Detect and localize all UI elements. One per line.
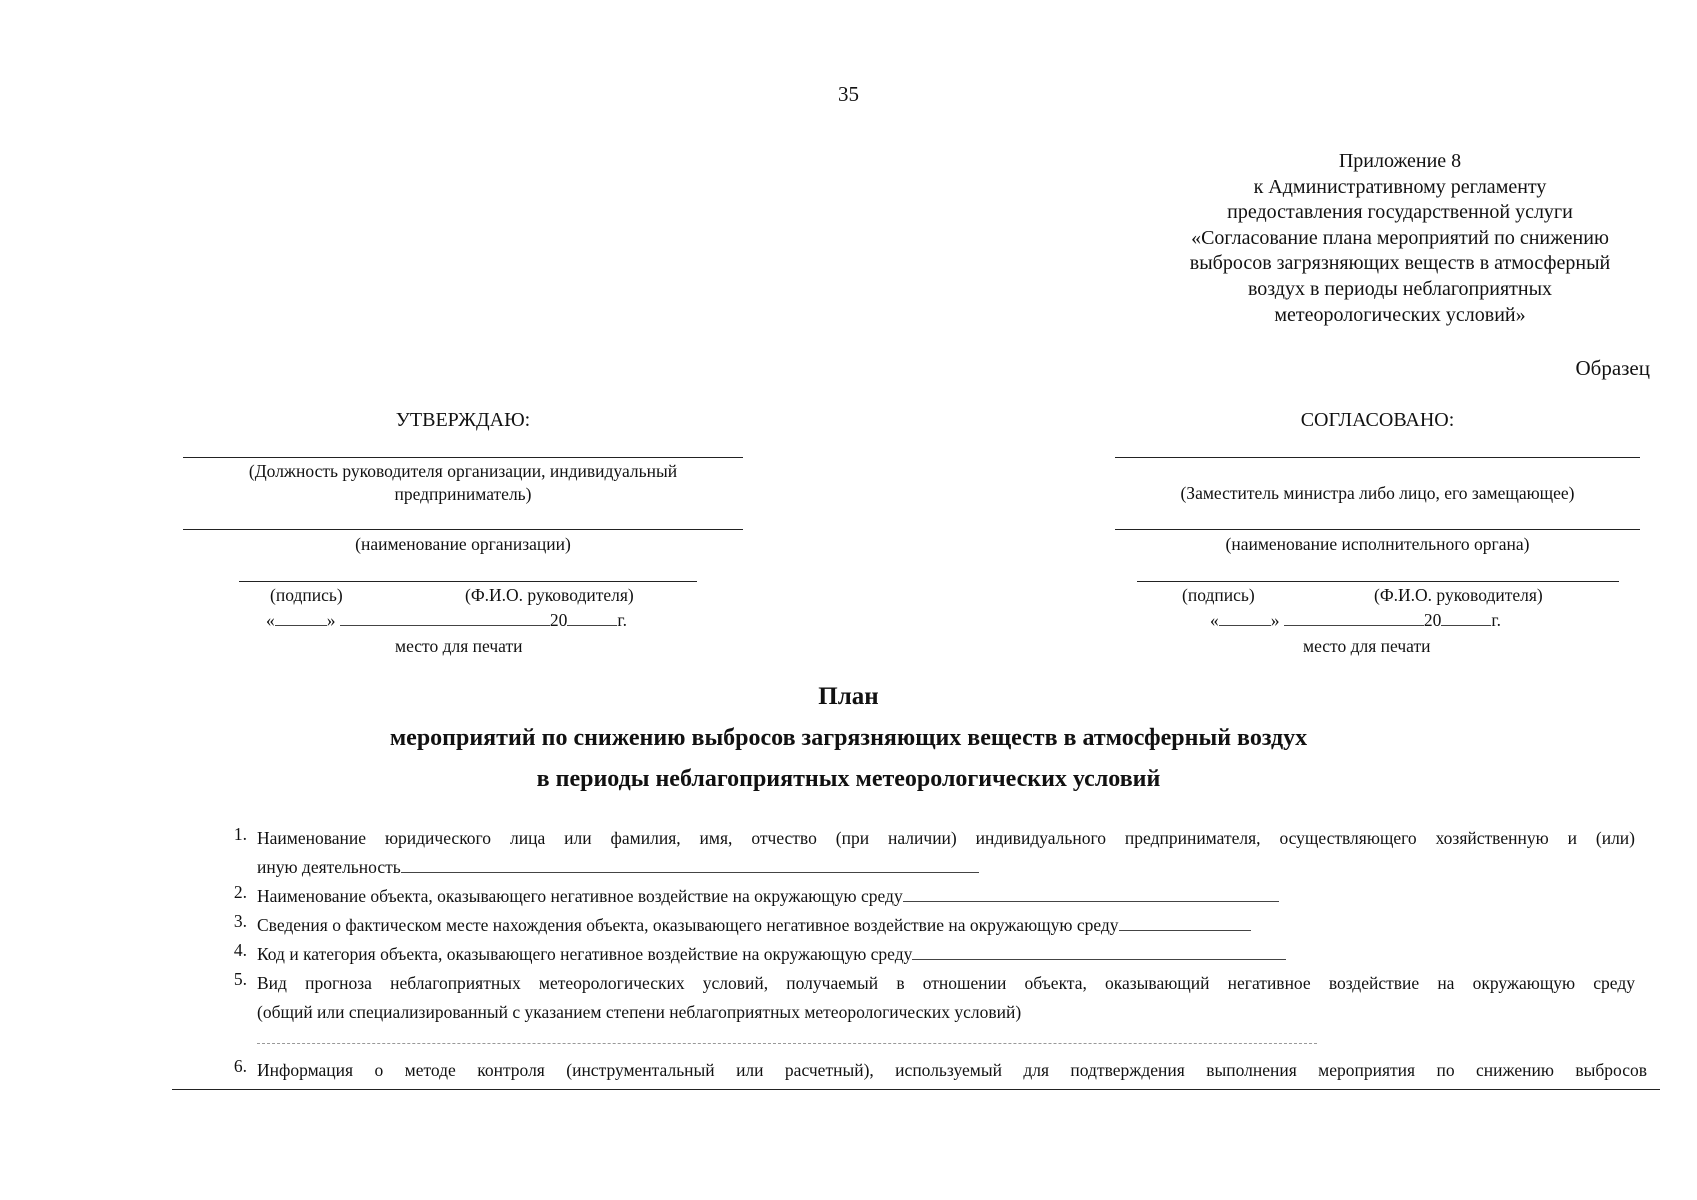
list-item-text: Сведения о фактическом месте нахождения объекта, оказывающего негативное воздействие на окружающую среду: [257, 915, 1119, 935]
list-item-number: 1.: [233, 824, 247, 844]
sample-label: Образец: [1575, 356, 1650, 380]
list-item-number: 5.: [233, 969, 247, 989]
year-prefix: 20: [549, 610, 568, 630]
fill-line: [903, 887, 1279, 902]
approve-position-caption-line: предприниматель): [394, 484, 532, 504]
fill-line: [257, 1043, 1317, 1044]
agree-fio-caption: (Ф.И.О. руководителя): [1374, 585, 1543, 605]
year-suffix: г.: [1491, 610, 1501, 630]
approve-heading: УТВЕРЖДАЮ:: [395, 409, 531, 431]
agree-date-line: [1210, 609, 1501, 632]
approve-position-caption-line: (Должность руководителя организации, индивидуальный: [248, 461, 678, 481]
list-item-number: 4.: [233, 940, 247, 960]
list-item-number: 2.: [233, 882, 247, 902]
approve-position-caption: [183, 460, 743, 506]
list-item-continuation: [257, 853, 1635, 882]
date-open-quote: «: [1210, 610, 1219, 630]
approve-position-line: [183, 457, 743, 458]
year-suffix: г.: [617, 610, 627, 630]
appendix-line: к Административному регламенту: [1253, 175, 1547, 198]
day-blank: [275, 611, 327, 626]
approve-org-caption: (наименование организации): [355, 534, 571, 554]
approve-signature-caption: (подпись): [270, 585, 343, 605]
year-blank: [567, 611, 617, 626]
year-prefix: 20: [1423, 610, 1442, 630]
date-close-quote: »: [326, 610, 336, 630]
approve-date-line: [266, 609, 627, 632]
approve-signature-line: [239, 581, 697, 582]
date-close-quote: »: [1270, 610, 1280, 630]
list-item-text: Информация о методе контроля (инструментальный или расчетный), используемый для подтверждения выполнения мероприятия по снижению выбросов: [257, 1060, 1647, 1080]
plan-subtitle-line-2: в периоды неблагоприятных метеорологических условий: [536, 766, 1161, 792]
page-bottom-rule: [172, 1089, 1660, 1090]
appendix-line: метеорологических условий»: [1274, 303, 1526, 326]
month-blank: [340, 611, 550, 626]
agree-stamp-place: место для печати: [1303, 636, 1431, 656]
agree-org-line: [1115, 529, 1640, 530]
approve-fio-caption: (Ф.И.О. руководителя): [465, 585, 634, 605]
appendix-line: выбросов загрязняющих веществ в атмосферный: [1189, 252, 1611, 275]
page-number: 35: [838, 82, 859, 106]
agree-signature-line: [1137, 581, 1619, 582]
list-item-text: Наименование объекта, оказывающего негативное воздействие на окружающую среду: [257, 886, 903, 906]
appendix-header: [1140, 149, 1660, 328]
list-item-text: Код и категория объекта, оказывающего негативное воздействие на окружающую среду: [257, 944, 913, 964]
appendix-line: Приложение 8: [1338, 150, 1462, 172]
list-item-text: иную деятельность: [257, 857, 401, 877]
approve-org-line: [183, 529, 743, 530]
agree-heading: СОГЛАСОВАНО:: [1300, 409, 1455, 431]
plan-subtitle-line-1: мероприятий по снижению выбросов загрязняющих веществ в атмосферный воздух: [389, 725, 1308, 751]
list-item-continuation: (общий или специализированный с указанием степени неблагоприятных метеорологических условий): [257, 1002, 1022, 1022]
agree-position-line: [1115, 457, 1640, 458]
month-blank: [1284, 611, 1424, 626]
year-blank: [1441, 611, 1491, 626]
fill-line: [1119, 916, 1251, 931]
list-item-number: 3.: [233, 911, 247, 931]
agree-position-caption: (Заместитель министра либо лицо, его замещающее): [1180, 483, 1575, 503]
plan-title: План: [818, 683, 879, 710]
date-open-quote: «: [266, 610, 275, 630]
list-item-number: 6.: [233, 1056, 247, 1076]
day-blank: [1219, 611, 1271, 626]
appendix-line: предоставления государственной услуги: [1227, 201, 1573, 224]
agree-signature-caption: (подпись): [1182, 585, 1255, 605]
list-item-text: Вид прогноза неблагоприятных метеорологических условий, получаемый в отношении объекта, оказывающий негативное воздействие на окружающую среду: [257, 973, 1635, 993]
fill-line: [912, 945, 1286, 960]
list-item-text: Наименование юридического лица или фамилия, имя, отчество (при наличии) индивидуального предпринимателя, осуществляющего хозяйственную и (или): [257, 828, 1635, 848]
appendix-line: воздух в периоды неблагоприятных: [1247, 277, 1553, 300]
approve-stamp-place: место для печати: [395, 636, 523, 656]
appendix-line: «Согласование плана мероприятий по снижению: [1191, 226, 1609, 249]
fill-line: [401, 858, 979, 873]
agree-org-caption: (наименование исполнительного органа): [1225, 534, 1530, 554]
